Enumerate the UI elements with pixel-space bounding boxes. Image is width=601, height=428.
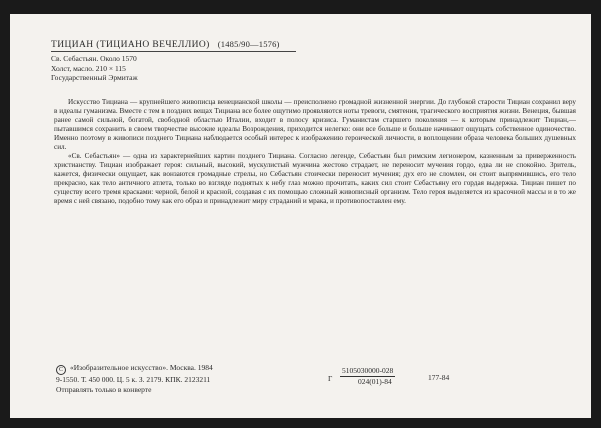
- index-number: 177-84: [428, 373, 450, 382]
- museum-name: Государственный Эрмитаж: [51, 73, 138, 82]
- title-divider: [51, 51, 296, 52]
- postcard-back: [10, 14, 591, 418]
- publisher-name: «Изобразительное искусство». Москва. 1984: [70, 363, 213, 372]
- index-denominator: 024(01)-84: [358, 377, 392, 386]
- header: [51, 39, 571, 83]
- mail-note: Отправлять только в конверте: [56, 384, 152, 394]
- index-numerator: 5105030000-028: [342, 366, 394, 375]
- artwork-medium: Холст, масло. 210 × 115: [51, 63, 126, 73]
- paragraph-1: Искусство Тициана — крупнейшего живописца венецианской школы — преисполнено громадной жизненной энергии. До глубокой старости Тициан сохранил веру в идеалы гуманизма. Вместе с тем в поздних вещах Тициана все более ощутимо проявляются ноты тревоги, смятения, трагического восприятия жизни. Венеция, бывшая ранее самой сильной, богатой, свободной областью Италии, входит в полосу кризиса. Гуманистам старшего поколения — к которым принадлежит Тициан,— пытавшимся сохранить в своем творчестве высокие идеалы Возрождения, приходится нелегко: они все больше и больше начинают ощущать собственное одиночество. Именно поэтому в живописи позднего Тициана наблюдается особый интерес к изображению героической личности, в воплощении образа человека большиx душевных сил.: [54, 98, 576, 151]
- description-text: [54, 98, 576, 206]
- index-numerator-wrap: [340, 366, 395, 377]
- publisher-block: [56, 363, 213, 394]
- artwork-title: Св. Себастьян. Около 1570: [51, 54, 137, 63]
- print-info: 9-1550. Т. 450 000. Ц. 5 к. З. 2179. КПК. 2123211: [56, 375, 211, 384]
- index-letter: Г: [328, 374, 333, 383]
- artist-title: ТИЦИАН (ТИЦИАНО ВЕЧЕЛЛИО): [51, 40, 210, 50]
- title-line: [51, 39, 571, 50]
- artist-dates: (1485/90—1576): [217, 39, 280, 49]
- publisher-line: [56, 363, 213, 375]
- paragraph-2: «Св. Себастьян» — одна из характернейших картин позднего Тициана. Согласно легенде, Себастьян был римским легионером, казненным за приверженность христианству. Тициан изображает героя: сильный, высокий, мускулистый мужчина жестоко страдает, не переносит мучения гордо, едва ли не спокойно. Зритель, кажется, физически ощущает, как вонзаются громадные стрелы, но Себастьян стоически переносит мучения; дух его не сломлен, он стоит выпрямившись, его тело прекрасно, как тело античного атлета, только во взгляде поднятых к небу глаз можно прочитать, каких сил стоит Себастьяну его гордая выдержка. Тициан пишет по существу всего тремя красками: черной, белой и красной, создавая с их помощью сложный живописный организм. Тело героя выделяется из красочной массы и в то же время с ней связано, подобно тому как его образ и принадлежит миру страданий и мрака, и противопоставлен ему.: [54, 152, 576, 205]
- copyright-icon: C: [56, 365, 66, 375]
